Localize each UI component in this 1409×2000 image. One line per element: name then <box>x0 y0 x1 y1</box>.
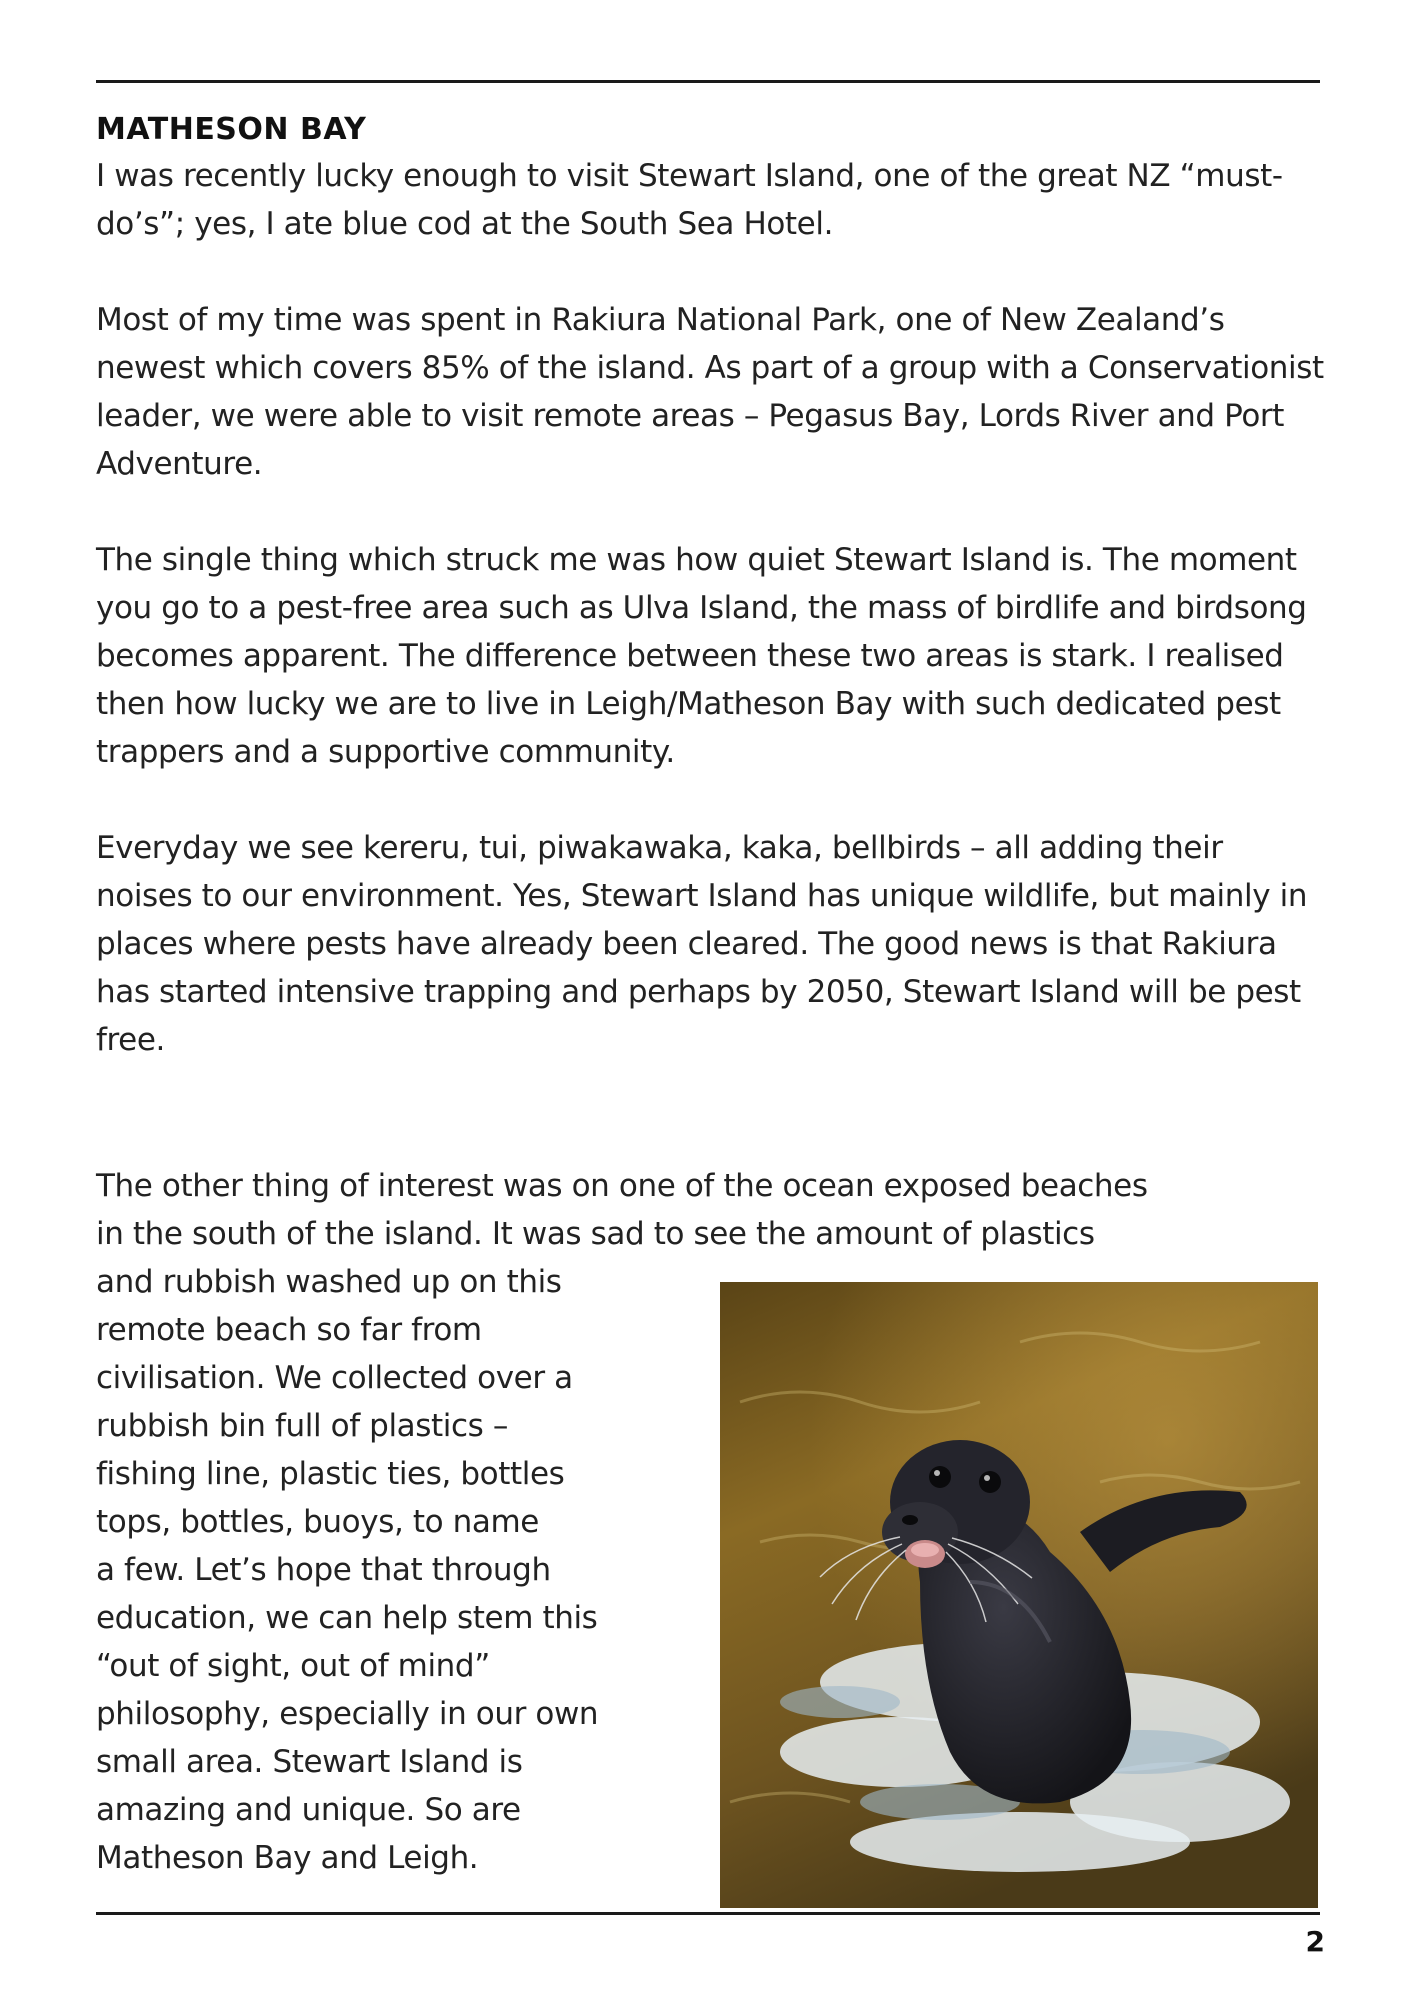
paragraph-1: I was recently lucky enough to visit Stewart Island, one of the great NZ “must-do’s”; yes, I ate blue cod at the South Sea Hotel. <box>96 158 1283 242</box>
paragraph-5-line: small area. Stewart Island is <box>96 1744 523 1780</box>
paragraph-5-line: “out of sight, out of mind” <box>96 1648 490 1684</box>
paragraph-5-line: a few. Let’s hope that through <box>96 1552 551 1588</box>
paragraph-5-line: education, we can help stem this <box>96 1600 598 1636</box>
top-rule <box>96 80 1320 83</box>
paragraph-2: Most of my time was spent in Rakiura National Park, one of New Zealand’s newest which covers 85% of the island. As part of a group with a Conservationist leader, we were able to visit remote areas – Pegasus Bay, Lords River and Port Adventure. <box>96 302 1324 482</box>
paragraph-5-line: philosophy, especially in our own <box>96 1696 599 1732</box>
article-heading: MATHESON BAY <box>96 112 367 147</box>
sea-lion-photo <box>720 1282 1318 1908</box>
paragraph-5-line: fishing line, plastic ties, bottles <box>96 1456 565 1492</box>
article-body <box>96 152 1326 1112</box>
paragraph-5-line: tops, bottles, buoys, to name <box>96 1504 539 1540</box>
sea-lion-illustration <box>720 1282 1318 1908</box>
paragraph-5-line: The other thing of interest was on one of the ocean exposed beaches <box>96 1168 1148 1204</box>
paragraph-5-line: and rubbish washed up on this <box>96 1264 562 1300</box>
paragraph-5-line: rubbish bin full of plastics – <box>96 1408 508 1444</box>
seal-eye <box>929 1466 951 1488</box>
seal-eye <box>979 1471 1001 1493</box>
page-number: 2 <box>1305 1925 1325 1958</box>
paragraph-5-line: Matheson Bay and Leigh. <box>96 1840 479 1876</box>
paragraph-5-line: civilisation. We collected over a <box>96 1360 573 1396</box>
paragraph-5-line: in the south of the island. It was sad to see the amount of plastics <box>96 1216 1095 1252</box>
paragraph-4: Everyday we see kereru, tui, piwakawaka, kaka, bellbirds – all adding their noises to our environment. Yes, Stewart Island has unique wildlife, but mainly in places where pests have already been cleared. The good news is that Rakiura has started intensive trapping and perhaps by 2050, Stewart Island will be pest free. <box>96 830 1308 1058</box>
paragraph-5-line: amazing and unique. So are <box>96 1792 521 1828</box>
paragraph-3: The single thing which struck me was how quiet Stewart Island is. The moment you go to a pest-free area such as Ulva Island, the mass of birdlife and birdsong becomes apparent. The difference between these two areas is stark. I realised then how lucky we are to live in Leigh/Matheson Bay with such dedicated pest trappers and a supportive community. <box>96 542 1307 770</box>
bottom-rule <box>96 1912 1320 1915</box>
paragraph-5-line: remote beach so far from <box>96 1312 482 1348</box>
